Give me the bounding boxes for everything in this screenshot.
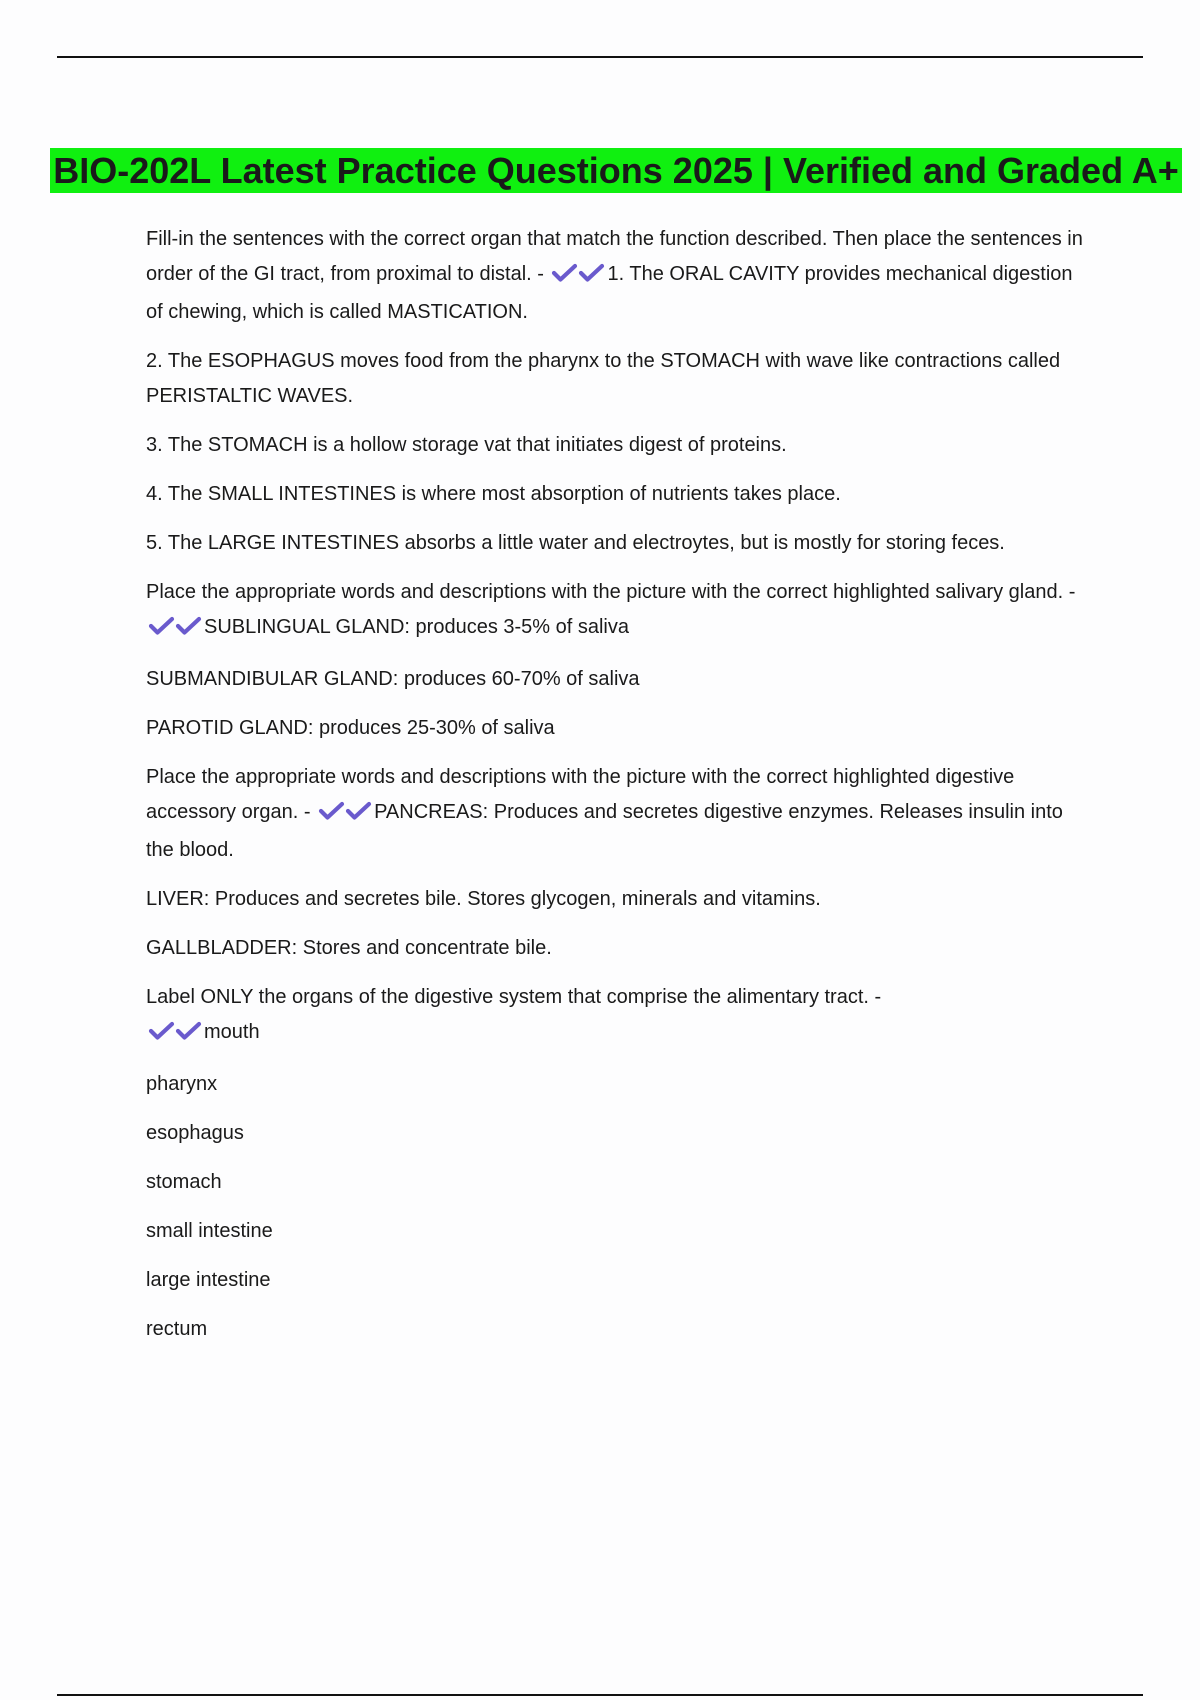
check-icon: [175, 616, 202, 636]
verified-checkmarks: [148, 1018, 202, 1053]
answer-line: pharynx: [146, 1073, 218, 1095]
answer-line: 2. The ESOPHAGUS moves food from the pharynx to the STOMACH with wave like contractions called PERISTALTIC WAVES.: [146, 350, 1061, 407]
bottom-rule: [57, 1694, 1143, 1696]
question-text: Label ONLY the organs of the digestive system that comprise the alimentary tract. -: [146, 986, 882, 1008]
verified-checkmarks: [318, 798, 372, 833]
document-title: [0, 140, 1200, 202]
answer-line: stomach: [146, 1171, 222, 1193]
qa-item: [146, 760, 1086, 868]
top-rule: [57, 56, 1143, 58]
answer-line: small intestine: [146, 1220, 273, 1242]
check-icon: [148, 616, 175, 636]
answer-line: esophagus: [146, 1122, 244, 1144]
answer-line: LIVER: Produces and secretes bile. Stores glycogen, minerals and vitamins.: [146, 888, 821, 910]
answer-text: 1. The ORAL CAVITY provides mechanical digestion of chewing, which is called MASTICATION.: [146, 263, 1073, 323]
answer-text: PANCREAS: Produces and secretes digestive enzymes. Releases insulin into the blood.: [146, 801, 1063, 861]
check-icon: [345, 801, 372, 821]
answer-line: 3. The STOMACH is a hollow storage vat that initiates digest of proteins.: [146, 434, 787, 456]
check-icon: [318, 801, 345, 821]
answer-line: 5. The LARGE INTESTINES absorbs a little water and electroytes, but is mostly for storing feces.: [146, 532, 1005, 554]
answer-line: GALLBLADDER: Stores and concentrate bile.: [146, 937, 552, 959]
check-icon: [551, 263, 578, 283]
answer-line: SUBMANDIBULAR GLAND: produces 60-70% of saliva: [146, 668, 640, 690]
answer-text: SUBLINGUAL GLAND: produces 3-5% of saliva: [204, 616, 629, 638]
answer-line: large intestine: [146, 1269, 271, 1291]
title-highlight: BIO-202L Latest Practice Questions 2025 | Verified and Graded A+: [50, 148, 1182, 193]
answer-text: mouth: [204, 1021, 260, 1043]
verified-checkmarks: [551, 260, 605, 295]
answer-line: 4. The SMALL INTESTINES is where most absorption of nutrients takes place.: [146, 483, 841, 505]
verified-checkmarks: [148, 613, 202, 648]
qa-item: [146, 575, 1086, 648]
answer-line: rectum: [146, 1318, 208, 1340]
question-text: Place the appropriate words and descriptions with the picture with the correct highlighted salivary gland. -: [146, 581, 1076, 603]
question-text: Fill-in the sentences with the correct organ that match the function described. Then place the sentences in order of the GI tract, from proximal to distal. -: [146, 228, 1083, 285]
question-text: Place the appropriate words and descriptions with the picture with the correct highlighted digestive accessory organ. -: [146, 766, 1015, 823]
qa-blocks: [146, 222, 1086, 1347]
check-icon: [148, 1021, 175, 1041]
qa-item: [146, 980, 1086, 1053]
check-icon: [578, 263, 605, 283]
document-body: [53, 140, 1179, 1361]
qa-item: [146, 222, 1086, 330]
answer-line: PAROTID GLAND: produces 25-30% of saliva: [146, 717, 555, 739]
check-icon: [175, 1021, 202, 1041]
